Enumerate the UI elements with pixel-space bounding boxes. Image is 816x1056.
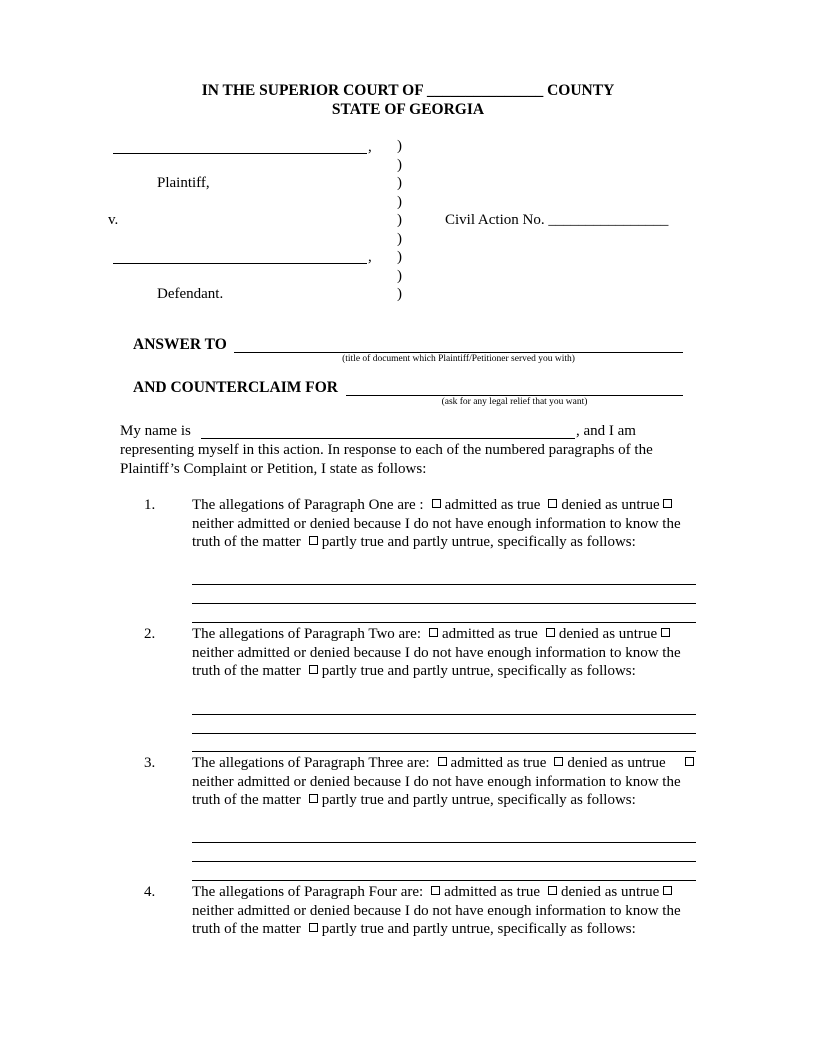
name-line[interactable]: [201, 438, 575, 439]
neither-label: neither admitted or denied because I do not have enough information to know the truth of the matter: [192, 515, 681, 550]
paragraph-2-number: 2.: [144, 626, 156, 642]
denied-label: denied as untrue: [558, 626, 658, 642]
neither-checkbox[interactable]: [663, 499, 672, 508]
admitted-checkbox[interactable]: [432, 499, 441, 508]
paragraph-lead: The allegations of Paragraph One are :: [192, 497, 424, 513]
state-title: STATE OF GEORGIA: [331, 101, 485, 118]
paragraph-2-answer-line[interactable]: [192, 714, 696, 715]
paragraph-2-answer-line[interactable]: [192, 751, 696, 752]
paragraph-lead: The allegations of Paragraph Two are:: [192, 626, 422, 642]
plaintiff-comma: ,: [368, 139, 372, 155]
answer-to-hint: (title of document which Plaintiff/Petitioner served you with): [342, 354, 575, 364]
paragraph-4-text: [192, 883, 712, 939]
partly-checkbox[interactable]: [309, 794, 318, 803]
paragraph-lead: The allegations of Paragraph Four are:: [192, 884, 424, 900]
court-title: IN THE SUPERIOR COURT OF _______________ COUNTY: [201, 82, 615, 99]
neither-label: neither admitted or denied because I do not have enough information to know the truth of the matter: [192, 902, 681, 937]
denied-checkbox[interactable]: [546, 628, 555, 637]
paragraph-lead: The allegations of Paragraph Three are:: [192, 755, 430, 771]
paragraph-3-answer-line[interactable]: [192, 861, 696, 862]
neither-checkbox[interactable]: [685, 757, 694, 766]
name-suffix: , and I am: [576, 423, 636, 439]
admitted-checkbox[interactable]: [431, 886, 440, 895]
denied-label: denied as untrue: [561, 497, 660, 513]
denied-checkbox[interactable]: [548, 499, 557, 508]
civil-action-number[interactable]: Civil Action No. ________________: [445, 212, 669, 228]
plaintiff-name-line[interactable]: [113, 153, 367, 154]
paragraph-3-answer-line[interactable]: [192, 842, 696, 843]
answer-to-line[interactable]: [234, 352, 683, 353]
admitted-label: admitted as true: [442, 626, 538, 642]
paren: ): [397, 230, 402, 247]
name-prefix: My name is: [120, 423, 191, 439]
defendant-label: Defendant.: [157, 286, 224, 302]
partly-label: partly true and partly untrue, specifically as follows:: [321, 663, 636, 679]
paragraph-3-text: [192, 754, 712, 810]
paren: ): [397, 212, 402, 228]
paragraph-1-text: [192, 496, 712, 552]
paren: ): [397, 175, 402, 191]
denied-checkbox[interactable]: [554, 757, 563, 766]
admitted-checkbox[interactable]: [429, 628, 438, 637]
caption-paren-column: [397, 137, 402, 304]
denied-label: denied as untrue: [567, 755, 666, 771]
denied-checkbox[interactable]: [548, 886, 557, 895]
versus-label: v.: [108, 212, 119, 228]
neither-label: neither admitted or denied because I do not have enough information to know the truth of the matter: [192, 773, 681, 808]
paragraph-3-answer-line[interactable]: [192, 880, 696, 881]
answer-to-label: ANSWER TO: [133, 336, 227, 353]
paren: ): [397, 193, 402, 210]
admitted-label: admitted as true: [444, 497, 541, 513]
counterclaim-line[interactable]: [346, 395, 683, 396]
paragraph-1-answer-line[interactable]: [192, 603, 696, 604]
admitted-label: admitted as true: [444, 884, 540, 900]
paragraph-1-number: 1.: [144, 497, 156, 513]
denied-label: denied as untrue: [560, 884, 660, 900]
paren: ): [397, 138, 402, 154]
plaintiff-label: Plaintiff,: [157, 175, 210, 191]
neither-label: neither admitted or denied because I do not have enough information to know the truth of the matter: [192, 644, 681, 679]
partly-checkbox[interactable]: [309, 536, 318, 545]
counterclaim-label: AND COUNTERCLAIM FOR: [133, 379, 338, 396]
admitted-checkbox[interactable]: [438, 757, 447, 766]
paragraph-1-answer-line[interactable]: [192, 584, 696, 585]
defendant-comma: ,: [368, 249, 372, 265]
paragraph-4-number: 4.: [144, 884, 156, 900]
partly-label: partly true and partly untrue, specifically as follows:: [321, 792, 636, 808]
partly-checkbox[interactable]: [309, 923, 318, 932]
admitted-label: admitted as true: [450, 755, 547, 771]
partly-label: partly true and partly untrue, specifically as follows:: [321, 921, 636, 937]
counterclaim-hint: (ask for any legal relief that you want): [441, 397, 588, 407]
paragraph-3-number: 3.: [144, 755, 156, 771]
paragraph-1-answer-line[interactable]: [192, 622, 696, 623]
neither-checkbox[interactable]: [661, 628, 670, 637]
paren: ): [397, 156, 402, 173]
partly-label: partly true and partly untrue, specifically as follows:: [321, 534, 636, 550]
paren: ): [397, 286, 402, 302]
paren: ): [397, 249, 402, 265]
paragraph-2-text: [192, 625, 712, 681]
paragraph-2-answer-line[interactable]: [192, 733, 696, 734]
intro-body: representing myself in this action. In response to each of the numbered paragraphs of the Plaintiff’s Complaint or Petition, I state as follows:: [120, 442, 653, 477]
paren: ): [397, 267, 402, 284]
defendant-name-line[interactable]: [113, 263, 367, 264]
neither-checkbox[interactable]: [663, 886, 672, 895]
partly-checkbox[interactable]: [309, 665, 318, 674]
